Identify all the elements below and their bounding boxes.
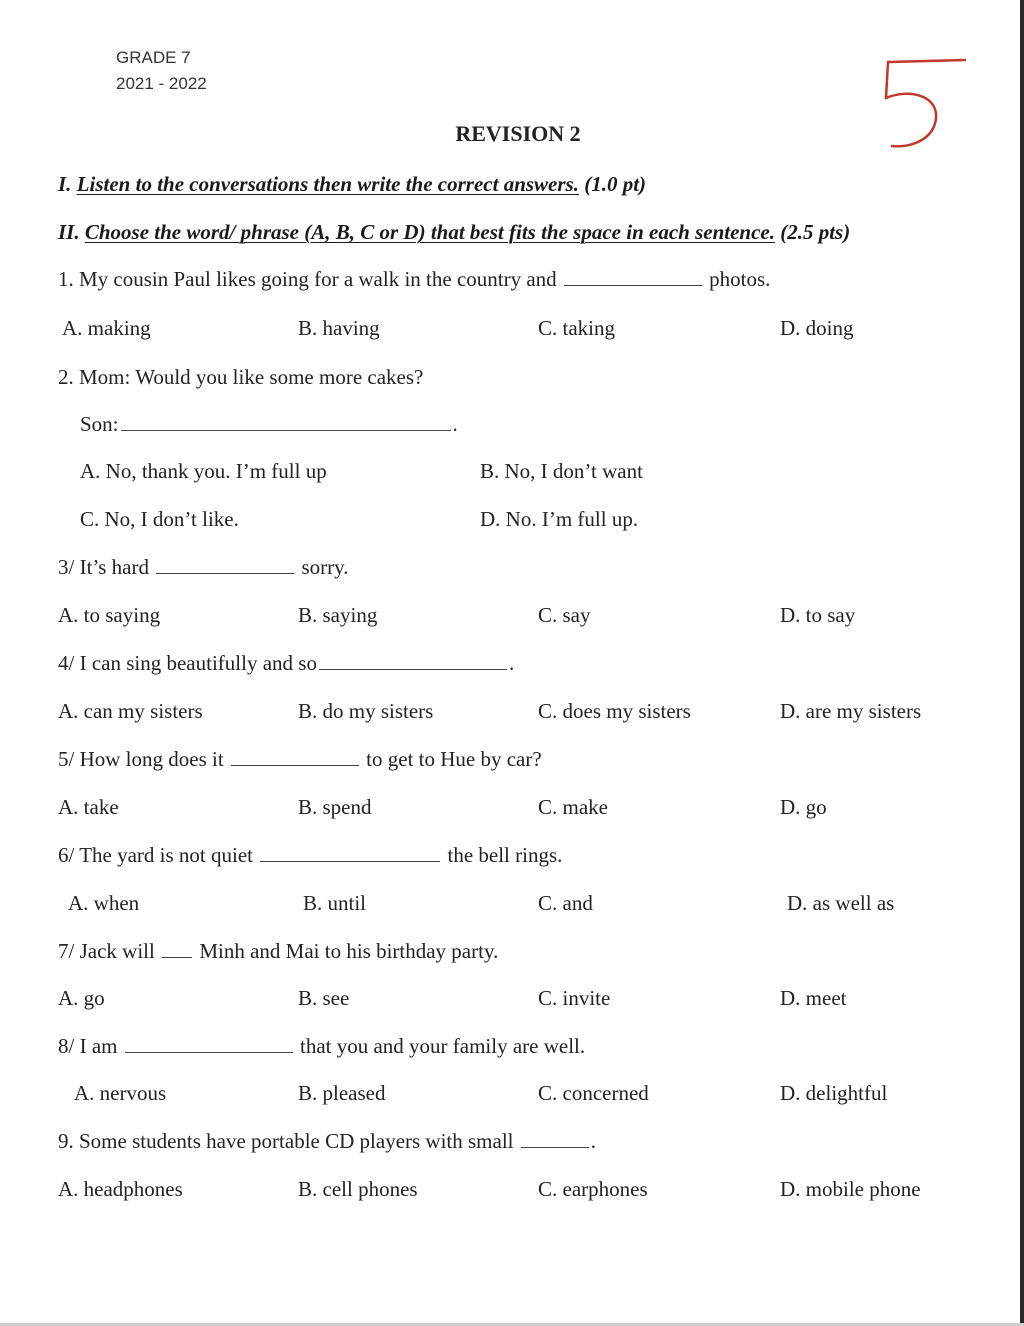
- question-2-son-line: [80, 412, 458, 437]
- option-d[interactable]: D. go: [780, 795, 827, 819]
- option-b[interactable]: B. spend: [298, 795, 372, 819]
- option-b[interactable]: B. pleased: [298, 1081, 386, 1105]
- option-a[interactable]: A. making: [62, 316, 151, 340]
- answer-blank[interactable]: [125, 1051, 293, 1053]
- option-c[interactable]: C. does my sisters: [538, 699, 691, 723]
- son-end: .: [452, 412, 458, 436]
- option-b[interactable]: B. until: [303, 891, 367, 915]
- option-b[interactable]: B. see: [298, 986, 350, 1010]
- question-8: [58, 1034, 585, 1059]
- question-1-end: photos.: [709, 267, 771, 291]
- answer-blank[interactable]: [564, 284, 702, 286]
- option-a[interactable]: A. take: [58, 795, 119, 819]
- question-8-text: 8/ I am: [58, 1034, 118, 1058]
- question-3-end: sorry.: [301, 555, 349, 579]
- question-8-end: that you and your family are well.: [299, 1034, 586, 1058]
- option-b[interactable]: B. No, I don’t want: [480, 459, 643, 483]
- section-2-number: II.: [58, 220, 80, 244]
- handwritten-score-mark: [880, 52, 970, 152]
- section-1-heading: [58, 172, 646, 197]
- question-9-text: 9. Some students have portable CD players with small: [58, 1129, 514, 1153]
- question-3-text: 3/ It’s hard: [58, 555, 149, 579]
- page-title: REVISION 2: [455, 121, 581, 146]
- section-2-heading: [58, 220, 850, 245]
- question-5-end: to get to Hue by car?: [366, 747, 542, 771]
- option-d[interactable]: D. doing: [780, 316, 854, 340]
- question-3: [58, 555, 349, 580]
- question-7: [58, 939, 498, 964]
- option-c[interactable]: C. say: [538, 603, 591, 627]
- question-1-text: 1. My cousin Paul likes going for a walk in the country and: [58, 267, 557, 291]
- option-c[interactable]: C. earphones: [538, 1177, 648, 1201]
- question-6: [58, 843, 562, 868]
- option-a[interactable]: A. when: [68, 891, 140, 915]
- question-4-text: 4/ I can sing beautifully and so: [58, 651, 317, 675]
- option-a[interactable]: A. No, thank you. I’m full up: [80, 459, 327, 483]
- question-6-text: 6/ The yard is not quiet: [58, 843, 253, 867]
- question-4-end: .: [508, 651, 515, 675]
- section-1-points: (1.0 pt): [584, 172, 647, 196]
- option-d[interactable]: D. meet: [780, 986, 847, 1010]
- section-2-points: (2.5 pts): [780, 220, 851, 244]
- option-d[interactable]: D. are my sisters: [780, 699, 922, 723]
- option-d[interactable]: D. as well as: [787, 891, 895, 915]
- option-c[interactable]: C. and: [538, 891, 593, 915]
- section-2-instruction: Choose the word/ phrase (A, B, C or D) that best fits the space in each sentence.: [84, 220, 775, 244]
- answer-blank[interactable]: [231, 764, 359, 766]
- option-c[interactable]: C. invite: [538, 986, 611, 1010]
- answer-blank[interactable]: [162, 956, 192, 958]
- option-a[interactable]: A. can my sisters: [58, 699, 203, 723]
- question-2: 2. Mom: Would you like some more cakes?: [58, 365, 424, 389]
- option-c[interactable]: C. No, I don’t like.: [80, 507, 239, 531]
- option-d[interactable]: D. delightful: [780, 1081, 888, 1105]
- page-edge-right: [1020, 0, 1024, 1326]
- school-year: 2021 - 2022: [116, 74, 207, 93]
- option-c[interactable]: C. taking: [538, 316, 615, 340]
- section-1-instruction: Listen to the conversations then write the correct answers.: [76, 172, 579, 196]
- option-b[interactable]: B. do my sisters: [298, 699, 434, 723]
- option-d[interactable]: D. No. I’m full up.: [480, 507, 639, 531]
- option-b[interactable]: B. cell phones: [298, 1177, 418, 1201]
- answer-blank[interactable]: [319, 668, 507, 670]
- question-5-text: 5/ How long does it: [58, 747, 224, 771]
- question-9-end: .: [590, 1129, 597, 1153]
- grade-label: GRADE 7: [116, 48, 191, 67]
- answer-blank[interactable]: [260, 860, 440, 862]
- answer-blank[interactable]: [121, 429, 451, 431]
- question-4: [58, 651, 514, 676]
- question-6-end: the bell rings.: [447, 843, 563, 867]
- son-label: Son:: [80, 412, 119, 436]
- question-5: [58, 747, 542, 772]
- option-d[interactable]: D. to say: [780, 603, 856, 627]
- option-a[interactable]: A. to saying: [58, 603, 161, 627]
- option-c[interactable]: C. concerned: [538, 1081, 649, 1105]
- option-a[interactable]: A. nervous: [74, 1081, 167, 1105]
- option-a[interactable]: A. headphones: [58, 1177, 183, 1201]
- section-1-number: I.: [58, 172, 72, 196]
- option-d[interactable]: D. mobile phone: [780, 1177, 921, 1201]
- question-1: [58, 267, 770, 292]
- option-b[interactable]: B. having: [298, 316, 380, 340]
- option-c[interactable]: C. make: [538, 795, 608, 819]
- question-9: [58, 1129, 596, 1154]
- question-7-end: Minh and Mai to his birthday party.: [199, 939, 499, 963]
- option-a[interactable]: A. go: [58, 986, 105, 1010]
- answer-blank[interactable]: [156, 572, 294, 574]
- answer-blank[interactable]: [521, 1146, 589, 1148]
- option-b[interactable]: B. saying: [298, 603, 378, 627]
- question-7-text: 7/ Jack will: [58, 939, 155, 963]
